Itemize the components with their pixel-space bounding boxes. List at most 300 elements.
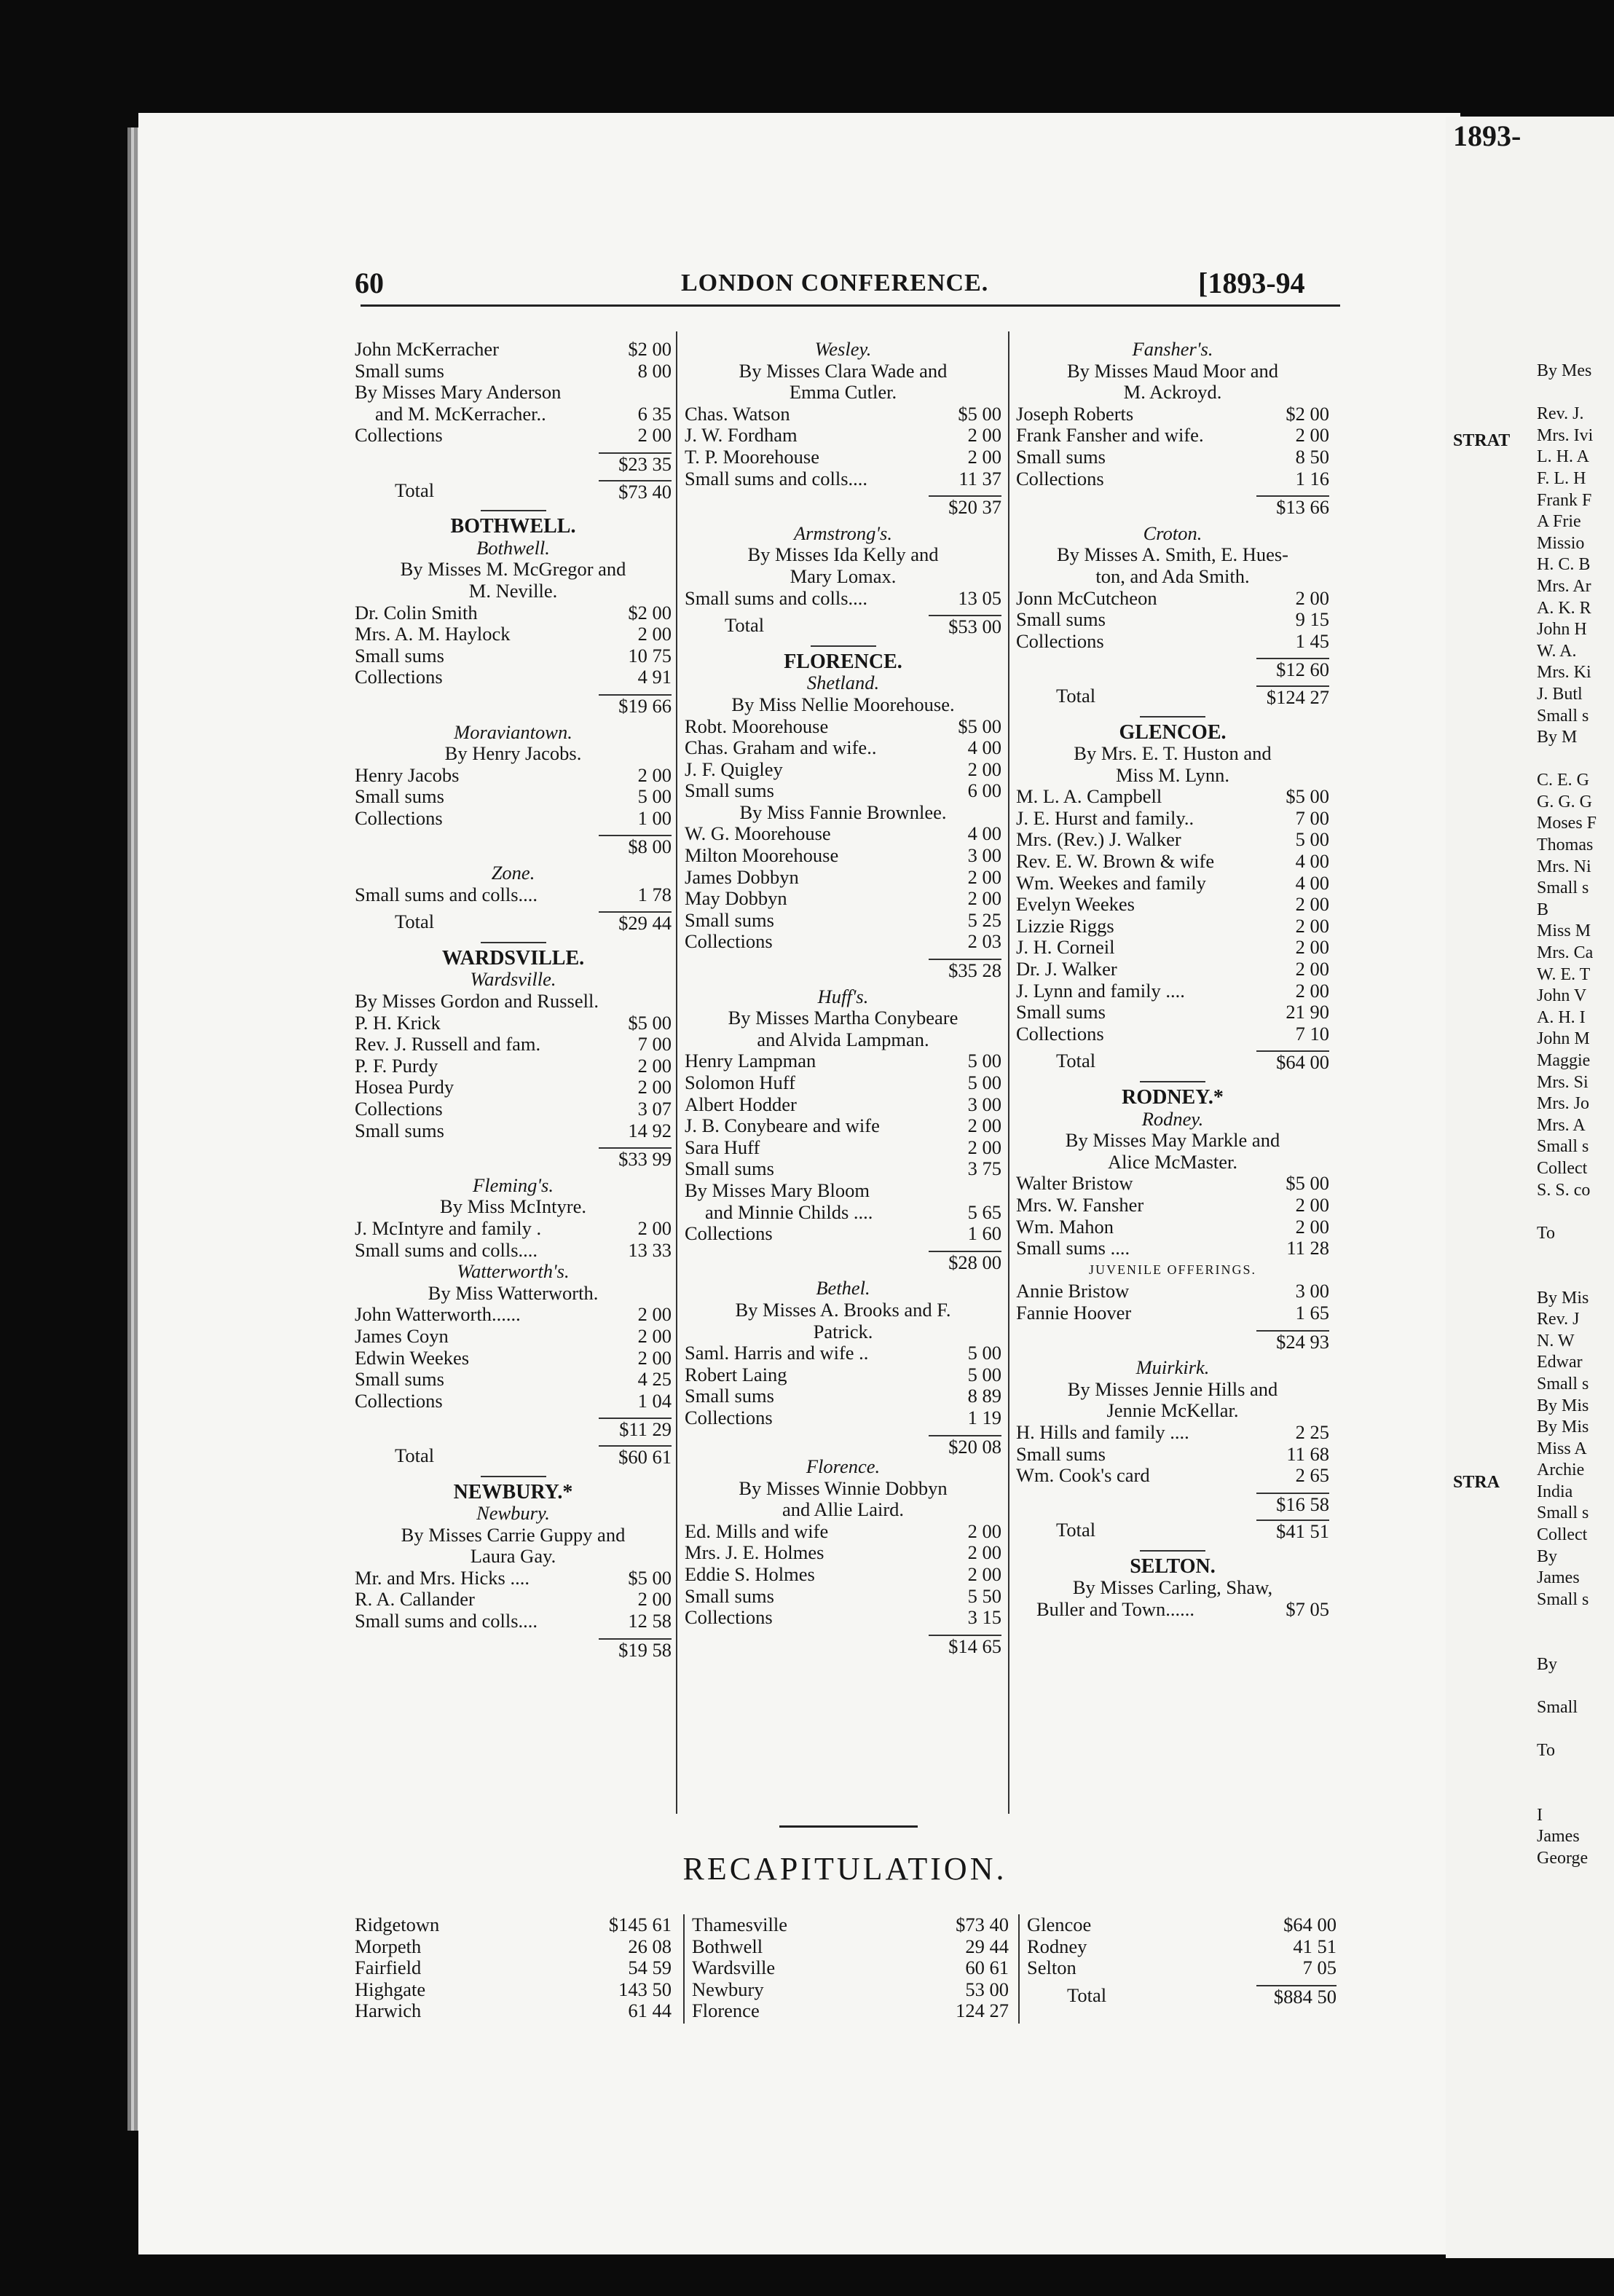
entry-amount: 4 00 (1295, 850, 1329, 873)
entry-name: Small sums (1016, 446, 1106, 468)
total-label (685, 959, 929, 980)
recap-amount: $73 40 (956, 1914, 1009, 1935)
ledger-row (355, 1326, 672, 1348)
entry-amount: 2 00 (967, 1541, 1001, 1564)
ledger-row (685, 1072, 1001, 1094)
collector-line: By Misses Clara Wade and (739, 359, 948, 382)
collector-line: Emma Cutler. (789, 381, 897, 404)
entry-amount: 1 60 (967, 1222, 1001, 1245)
total-label (685, 495, 929, 517)
entry-amount: 1 16 (1295, 467, 1329, 490)
ledger-row (1016, 808, 1329, 830)
entry-name: Robt. Moorehouse (685, 715, 829, 737)
neighbor-line: By (1537, 1654, 1558, 1674)
entry-amount: 5 65 (967, 1200, 1001, 1223)
neighbor-heading-2: STRA (1453, 1473, 1500, 1492)
recap-circuit: Fairfield (355, 1957, 422, 1979)
collector-line: Jennie McKellar. (1106, 1399, 1239, 1422)
ledger-row (355, 786, 672, 808)
entry-name: Small sums and colls.... (355, 1239, 538, 1261)
ledger-row (685, 1521, 1001, 1543)
ledger-row (355, 1098, 672, 1120)
neighbor-line: Rev. J. (1537, 404, 1584, 424)
neighbor-line: By Mes (1537, 361, 1592, 380)
entry-name: Eddie S. Holmes (685, 1564, 815, 1586)
circuit-heading: SELTON. (1016, 1550, 1329, 1578)
ledger-row (355, 1034, 672, 1055)
collector-line: M. Ackroyd. (1123, 381, 1222, 404)
total-label (685, 1435, 929, 1457)
collector-line: and Allie Laird. (782, 1498, 905, 1521)
column-divider (676, 331, 677, 1814)
entry-name: Jonn McCutcheon (1016, 587, 1157, 609)
entry-amount: 2 00 (967, 1563, 1001, 1586)
neighbor-line (1537, 1611, 1610, 1632)
total-row (355, 480, 672, 502)
collector-line: Laura Gay. (470, 1545, 556, 1568)
entry-name: W. G. Moorehouse (685, 823, 831, 845)
ledger-row (685, 737, 1001, 759)
entry-name: Small sums and colls.... (355, 1611, 538, 1632)
recap-circuit: Harwich (355, 2000, 422, 2022)
subtotal-row (685, 495, 1001, 517)
entry-amount: $73 40 (599, 480, 672, 502)
ledger-row (1016, 404, 1329, 425)
neighbor-line: S. S. co (1537, 1180, 1591, 1200)
neighbor-line: Small (1537, 1697, 1578, 1717)
ledger-row (1016, 937, 1329, 959)
collector-line: Mary Lomax. (790, 565, 897, 587)
entry-amount: $19 58 (599, 1638, 672, 1660)
ledger-row (355, 1611, 672, 1632)
entry-amount: 12 58 (628, 1610, 672, 1632)
recap-row (692, 1957, 1009, 1979)
entry-name: Small sums (1016, 1002, 1106, 1023)
neighbor-line: Mrs. A (1537, 1115, 1586, 1135)
collector-line: By Miss McIntyre. (440, 1195, 586, 1218)
neighbor-line: Mrs. Ivi (1537, 425, 1594, 445)
entry-amount: $5 00 (958, 715, 1001, 737)
entry-amount: $20 08 (929, 1435, 1001, 1457)
total-label: Total (395, 911, 435, 933)
total-row (685, 615, 1001, 637)
total-label (685, 1635, 929, 1656)
entry-amount: $2 00 (628, 338, 672, 360)
neighbor-line (1537, 749, 1610, 771)
subtotal-row (1016, 658, 1329, 680)
appointment-name: Fleming's. (473, 1173, 554, 1196)
entry-name: R. A. Callander (355, 1589, 475, 1611)
entry-amount: 4 00 (967, 736, 1001, 759)
ledger-row (685, 1158, 1001, 1180)
subtotal-row (355, 1638, 672, 1660)
appointment-name: Moraviantown. (454, 720, 572, 743)
entry-name: Small sums (355, 645, 444, 667)
entry-amount: $23 35 (599, 452, 672, 474)
entry-name: Wm. Weekes and family (1016, 872, 1206, 894)
total-label (685, 1251, 929, 1273)
recap-amount: 53 00 (965, 1978, 1009, 2000)
neighbor-line (1537, 1675, 1610, 1697)
ledger-row (355, 1077, 672, 1098)
recap-row (1027, 1936, 1337, 1958)
total-label: Total (1056, 685, 1096, 707)
appointment-name: Armstrong's. (794, 522, 892, 544)
entry-amount: 2 00 (967, 887, 1001, 910)
ledger-row (685, 888, 1001, 910)
entry-name: T. P. Moorehouse (685, 446, 819, 468)
neighbor-line: Mrs. Ki (1537, 663, 1591, 683)
collector-line: By Misses Gordon and Russell. (355, 990, 599, 1013)
entry-name: Mrs. W. Fansher (1016, 1194, 1144, 1216)
entry-amount: 5 25 (967, 908, 1001, 931)
recap-amount: 124 27 (956, 2000, 1009, 2022)
entry-name: Mrs. A. M. Haylock (355, 624, 511, 645)
entry-amount: 6 35 (637, 402, 672, 425)
ledger-row (685, 1094, 1001, 1116)
entry-amount: 2 00 (637, 623, 672, 645)
entry-amount: 3 00 (1295, 1280, 1329, 1302)
entry-amount: 5 00 (637, 785, 672, 808)
collector-line: By Misses Ida Kelly and (747, 543, 939, 566)
appointment-name: Shetland. (806, 672, 880, 694)
neighbor-line: Thomas (1537, 836, 1594, 855)
recap-circuit: Bothwell (692, 1935, 763, 1957)
recap-row (355, 1936, 672, 1958)
entry-amount: 11 28 (1286, 1237, 1329, 1259)
subtotal-row (685, 1635, 1001, 1656)
circuit-heading: GLENCOE. (1016, 716, 1329, 744)
circuit-heading: WARDSVILLE. (355, 942, 672, 970)
total-row (355, 911, 672, 933)
entry-name: Collections (1016, 630, 1104, 652)
ledger-row (685, 1385, 1001, 1407)
entry-name: Dr. Colin Smith (355, 602, 478, 624)
entry-name: J. Lynn and family .... (1016, 980, 1185, 1002)
collector-line: By Misses Mary Anderson (355, 381, 562, 404)
ledger-row (685, 425, 1001, 447)
recap-circuit: Florence (692, 2000, 760, 2022)
ledger-row (355, 1013, 672, 1034)
entry-name: May Dobbyn (685, 888, 787, 910)
entry-amount: 7 00 (637, 1033, 672, 1055)
neighbor-line: Mrs. Jo (1537, 1094, 1590, 1114)
neighbor-heading-1: STRAT (1453, 431, 1511, 450)
ledger-row (1016, 1465, 1329, 1487)
total-label (355, 452, 599, 474)
column-divider (1008, 331, 1009, 1814)
entry-amount: 10 75 (628, 644, 672, 667)
entry-amount: 1 19 (967, 1406, 1001, 1428)
recap-amount: 60 61 (965, 1957, 1009, 1979)
column-divider (683, 1914, 685, 2024)
ledger-row (1016, 1302, 1329, 1324)
collector-line: Alice McMaster. (1107, 1150, 1238, 1173)
running-title: LONDON CONFERENCE. (681, 270, 989, 296)
recap-circuit: Selton (1027, 1957, 1076, 1979)
circuit-heading: RODNEY.* (1016, 1081, 1329, 1109)
entry-name: Albert Hodder (685, 1093, 797, 1115)
entry-name: Collections (355, 807, 443, 829)
neighbor-line: John V (1537, 986, 1587, 1006)
collector-line: By Misses May Markle and (1065, 1129, 1280, 1152)
neighbor-line: By Mis (1537, 1288, 1589, 1308)
ledger-row (1016, 959, 1329, 980)
subtotal-row (1016, 1493, 1329, 1514)
entry-amount: 2 65 (1295, 1464, 1329, 1487)
neighbor-line (1537, 1632, 1610, 1654)
ledger-row (1016, 980, 1329, 1002)
entry-amount: $41 51 (1256, 1519, 1329, 1541)
entry-amount: 2 00 (637, 1076, 672, 1098)
entry-name: Small sums (685, 780, 774, 802)
ledger-row (685, 931, 1001, 953)
entry-amount: 2 00 (1295, 424, 1329, 447)
appointment-name: Bethel. (816, 1277, 870, 1300)
recap-amount: 7 05 (1302, 1957, 1337, 1979)
recap-column-1 (355, 1914, 672, 2022)
entry-name: Mrs. J. E. Holmes (685, 1542, 824, 1564)
entry-amount: 5 00 (967, 1050, 1001, 1072)
entry-name: Wm. Cook's card (1016, 1465, 1150, 1487)
entry-name: Hosea Purdy (355, 1077, 454, 1098)
ledger-row (1016, 894, 1329, 916)
neighbor-line: A Frie (1537, 512, 1581, 532)
neighbor-line: Moses F (1537, 814, 1597, 833)
appointment-name: Wesley. (814, 338, 872, 360)
ledger-row (685, 404, 1001, 425)
neighbor-line: Small s (1537, 1589, 1589, 1609)
entry-amount: 2 00 (637, 1324, 672, 1347)
neighbor-page (1446, 117, 1614, 2258)
recap-title: RECAPITULATION. (682, 1851, 1007, 1887)
collector-line: By Misses Maud Moor and (1066, 359, 1279, 382)
ledger-row (355, 884, 672, 906)
neighbor-header: 1893- (1453, 119, 1522, 152)
entry-amount: $5 00 (628, 1011, 672, 1034)
ledger-row (1016, 851, 1329, 873)
circuit-heading: NEWBURY.* (355, 1476, 672, 1503)
ledger-row (685, 1586, 1001, 1608)
recap-total-row (1027, 1985, 1337, 2007)
ledger-row (355, 404, 672, 425)
entry-name: Annie Bristow (1016, 1281, 1130, 1302)
total-label: Total (1056, 1519, 1096, 1541)
collector-line: By Miss Nellie Moorehouse. (731, 693, 955, 715)
entry-amount: 1 04 (637, 1389, 672, 1412)
entry-name: Ed. Mills and wife (685, 1520, 829, 1542)
entry-amount: $16 58 (1256, 1493, 1329, 1514)
neighbor-line: L. H. A (1537, 447, 1589, 467)
entry-name: J. W. Fordham (685, 425, 798, 447)
neighbor-line (1537, 1783, 1610, 1805)
appointment-name: Zone. (491, 862, 535, 884)
entry-name: Collections (355, 1390, 443, 1412)
total-row (1016, 1519, 1329, 1541)
recap-row (355, 1914, 672, 1936)
recap-row (692, 1936, 1009, 1958)
collector-line: By Misses A. Smith, E. Hues- (1056, 543, 1289, 566)
entry-name: Collections (355, 1098, 443, 1120)
appointment-name: Croton. (1143, 522, 1202, 544)
entry-amount: 8 50 (1295, 445, 1329, 468)
neighbor-line: By Mis (1537, 1396, 1589, 1415)
entry-amount: $29 44 (599, 911, 672, 933)
neighbor-line (1537, 1762, 1610, 1784)
collector-line: By Misses Jennie Hills and (1067, 1377, 1278, 1400)
ledger-row (685, 1342, 1001, 1364)
entry-amount: $8 00 (599, 835, 672, 857)
ledger-row (355, 1304, 672, 1326)
ledger-row (355, 1391, 672, 1412)
neighbor-line (1537, 1244, 1610, 1266)
subtotal-row (355, 694, 672, 716)
entry-amount: 1 65 (1295, 1301, 1329, 1324)
recap-circuit: Newbury (692, 1978, 764, 2000)
ledger-row (1016, 1002, 1329, 1023)
ledger-row (1016, 588, 1329, 610)
ledger-row (685, 1202, 1001, 1224)
ledger-row (1016, 1173, 1329, 1195)
running-year: [1893-94 (1198, 267, 1305, 299)
collector-line: M. Neville. (468, 579, 558, 602)
entry-amount: $19 66 (599, 694, 672, 716)
entry-name: Edwin Weekes (355, 1347, 470, 1369)
recap-row (692, 2000, 1009, 2022)
entry-amount: $7 05 (1286, 1598, 1329, 1621)
entry-amount: 13 33 (628, 1238, 672, 1261)
ledger-row (685, 910, 1001, 932)
entry-name: Small sums (685, 909, 774, 931)
ledger-row (685, 468, 1001, 490)
entry-name: Frank Fansher and wife. (1016, 425, 1204, 447)
ledger-row (1016, 1023, 1329, 1045)
neighbor-line: Rev. J (1537, 1310, 1580, 1329)
entry-amount: 2 00 (637, 1303, 672, 1326)
ledger-row (355, 1369, 672, 1391)
neighbor-line: Small s (1537, 1137, 1589, 1157)
total-label (355, 1147, 599, 1169)
entry-amount: 2 00 (1295, 893, 1329, 916)
entry-amount: 14 92 (628, 1119, 672, 1141)
entry-amount: 1 45 (1295, 629, 1329, 652)
ledger-row (355, 1055, 672, 1077)
entry-name: J. McIntyre and family . (355, 1217, 542, 1239)
neighbor-line: C. E. G (1537, 771, 1589, 790)
ledger-row (355, 602, 672, 624)
neighbor-line: A. K. R (1537, 598, 1591, 618)
ledger-row (685, 588, 1001, 610)
entry-amount: 2 00 (967, 865, 1001, 888)
entry-name: Collections (355, 425, 443, 447)
neighbor-line: Small s (1537, 706, 1589, 726)
ledger-column-3 (1016, 339, 1329, 1621)
entry-amount: $5 00 (1286, 785, 1329, 808)
entry-amount: 21 90 (1286, 1001, 1329, 1023)
entry-name: Small sums .... (1016, 1238, 1130, 1259)
ledger-row (685, 1607, 1001, 1629)
ledger-row (1016, 1238, 1329, 1259)
entry-name: Henry Jacobs (355, 764, 460, 786)
entry-amount: $35 28 (929, 959, 1001, 980)
neighbor-line: Miss M (1537, 921, 1591, 941)
entry-name: P. H. Krick (355, 1012, 441, 1034)
total-label: Total (1067, 1984, 1107, 2006)
entry-name: Small sums (355, 786, 444, 808)
entry-name: John Watterworth...... (355, 1304, 521, 1326)
ledger-row (685, 780, 1001, 802)
entry-amount: 5 00 (1295, 828, 1329, 851)
entry-amount: 2 00 (967, 1519, 1001, 1542)
recap-amount: 54 59 (628, 1957, 672, 1979)
entry-amount: 4 91 (637, 666, 672, 688)
recap-amount: 61 44 (628, 2000, 672, 2022)
neighbor-line (1537, 1201, 1610, 1223)
entry-name: Small sums (685, 1585, 774, 1607)
entry-amount: 13 05 (958, 586, 1001, 609)
entry-name: and Minnie Childs .... (705, 1201, 873, 1223)
collector-line: By Misses M. McGregor and (400, 558, 626, 581)
entry-name: James Dobbyn (685, 866, 799, 888)
ledger-row (685, 1223, 1001, 1245)
total-label (355, 1638, 599, 1660)
ledger-row (355, 1218, 672, 1240)
recap-rule (779, 1825, 918, 1828)
collector-line: By Misses Carrie Guppy and (401, 1523, 626, 1546)
entry-name: Saml. Harris and wife .. (685, 1342, 869, 1364)
total-label: Total (395, 1444, 435, 1466)
recap-row (1027, 1914, 1337, 1936)
ledger-row (355, 624, 672, 645)
entry-amount: 2 00 (637, 1216, 672, 1239)
entry-amount: 2 00 (637, 1054, 672, 1077)
recap-amount: $145 61 (608, 1914, 672, 1935)
entry-name: Collections (685, 1223, 773, 1245)
entry-amount: 2 00 (1295, 914, 1329, 937)
recap-circuit: Rodney (1027, 1935, 1087, 1957)
neighbor-line: G. G. G (1537, 792, 1592, 811)
recap-amount: $64 00 (1283, 1914, 1337, 1935)
neighbor-line: By Mis (1537, 1418, 1589, 1437)
recap-amount: 41 51 (1293, 1935, 1337, 1957)
entry-name: Small sums and colls.... (685, 587, 868, 609)
neighbor-line: Collect (1537, 1525, 1588, 1545)
entry-amount: 2 00 (967, 1136, 1001, 1158)
entry-name: Collections (1016, 468, 1104, 490)
entry-name: Joseph Roberts (1016, 403, 1134, 425)
circuit-heading: BOTHWELL. (355, 510, 672, 538)
ledger-row (1016, 447, 1329, 468)
neighbor-line: B (1537, 900, 1549, 919)
entry-name: Mrs. (Rev.) J. Walker (1016, 829, 1181, 851)
neighbor-line: Mrs. Ar (1537, 576, 1591, 596)
collector-line: By Misses Winnie Dobbyn (739, 1477, 948, 1499)
entry-amount: $33 99 (599, 1147, 672, 1169)
ledger-row (685, 1564, 1001, 1586)
recap-amount: 26 08 (628, 1935, 672, 1957)
ledger-row (1016, 873, 1329, 895)
neighbor-line: George (1537, 1848, 1589, 1868)
neighbor-line: Mrs. Ni (1537, 857, 1591, 876)
neighbor-line: N. W (1537, 1331, 1575, 1351)
ledger-row (685, 845, 1001, 867)
ledger-row (1016, 916, 1329, 937)
recap-row (355, 2000, 672, 2022)
entry-amount: $13 66 (1256, 495, 1329, 517)
entry-amount: 5 00 (967, 1072, 1001, 1093)
entry-amount: $28 00 (929, 1251, 1001, 1273)
ledger-row (355, 339, 672, 361)
